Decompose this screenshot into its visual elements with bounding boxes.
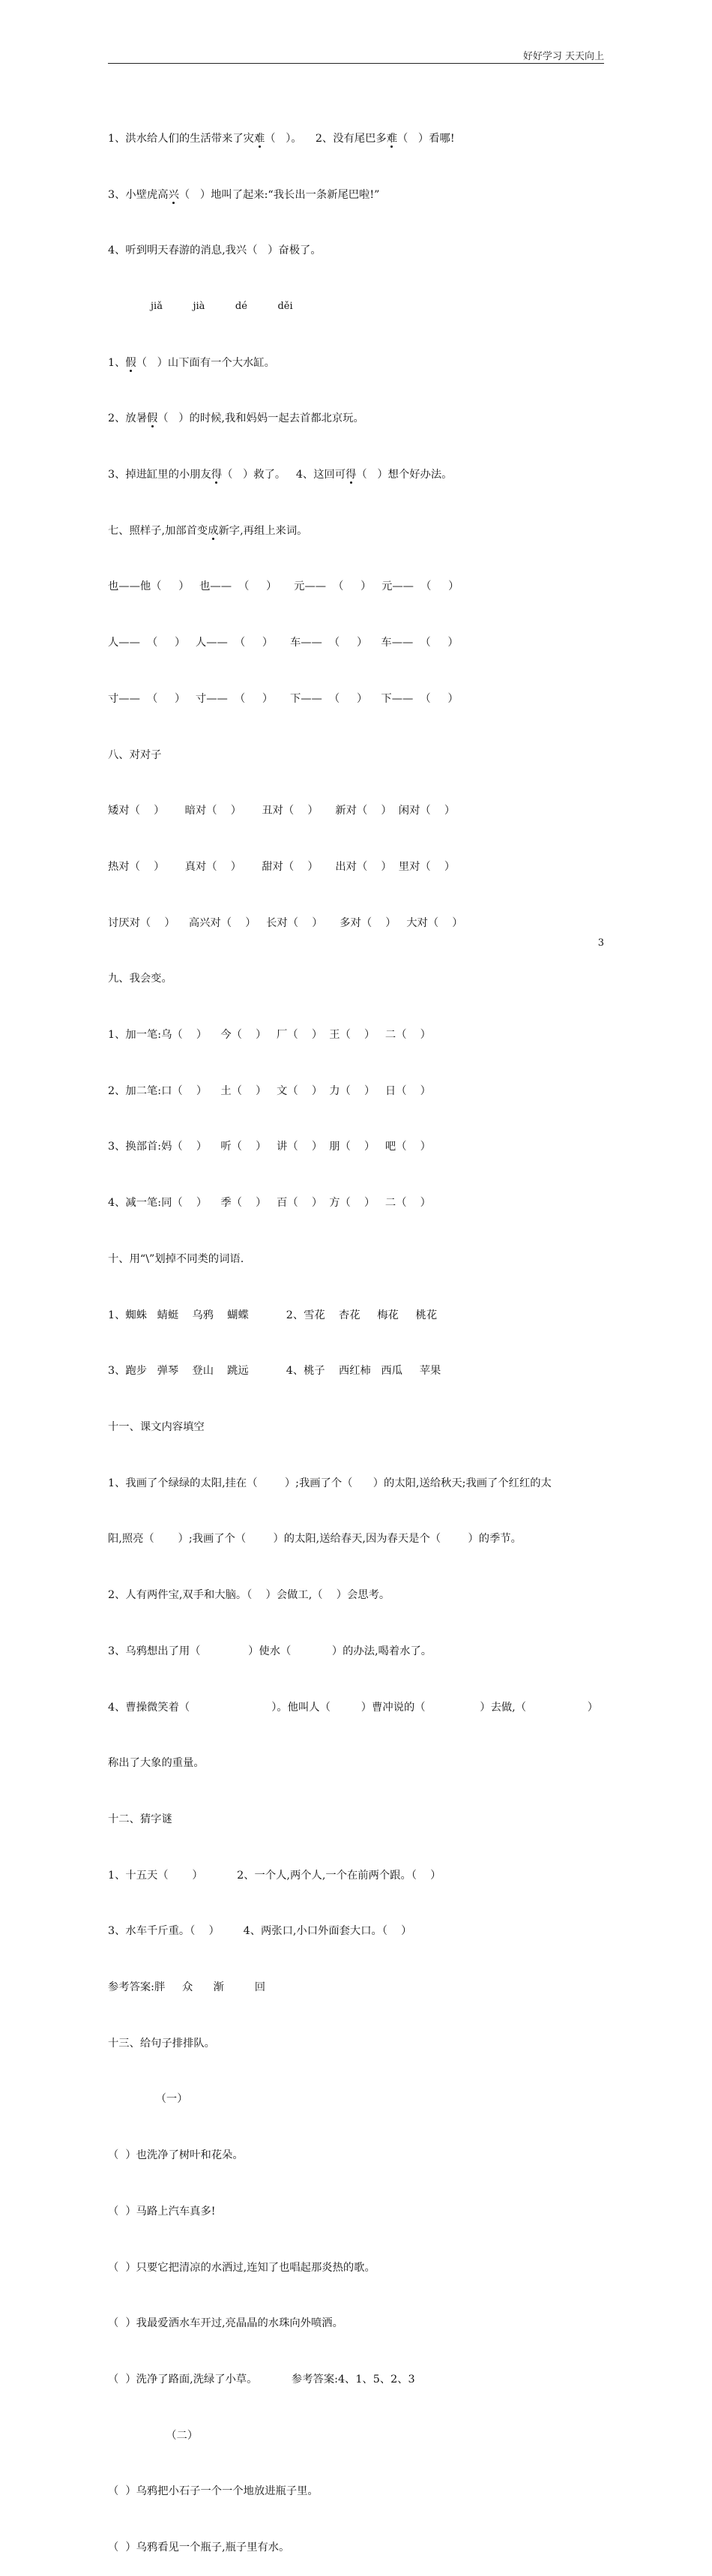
text-line: （ ）乌鸦看见一个瓶子,瓶子里有水。 <box>108 2542 290 2554</box>
page-number: 3 <box>597 937 604 949</box>
text-line: 热对（ ） 真对（ ） 甜对（ ） 出对（ ） 里对（ ） <box>108 860 456 873</box>
text-segment: （ ）救了。 4、这回可 <box>222 469 346 481</box>
dotted-char: 假 <box>147 412 158 425</box>
text-line: 4、减一笔:同（ ） 季（ ） 百（ ） 方（ ） 二（ ） <box>108 1197 431 1210</box>
section-heading: 十、用“\”划掉不同类的词语. <box>108 1252 244 1265</box>
section-heading: 十二、猜字谜 <box>108 1813 172 1825</box>
dotted-char: 成 <box>208 524 219 537</box>
text-line: 2、加二笔:口（ ） 土（ ） 文（ ） 力（ ） 日（ ） <box>108 1084 431 1097</box>
text-line: 1、我画了个绿绿的太阳,挂在（ ）;我画了个（ ）的太阳,送给秋天;我画了个红红的太 <box>108 1477 552 1489</box>
section-heading: 十一、课文内容填空 <box>108 1420 205 1433</box>
text-line <box>108 130 606 148</box>
text-line: （ ）马路上汽车真多! <box>108 2205 216 2218</box>
text-segment: （ ）。 2、没有尾巴多 <box>265 132 387 145</box>
text-segment: （ ）想个好办法。 <box>356 469 453 481</box>
text-segment: 1、 <box>108 356 126 369</box>
text-segment: 3、掉进缸里的小朋友 <box>108 469 211 481</box>
text-segment: 新字,再组上来词。 <box>218 524 308 537</box>
text-line: 1、十五天（ ） 2、一个人,两个人,一个在前两个跟。（ ） <box>108 1869 441 1882</box>
text-line: （ ）洗净了路面,洗绿了小草。 参考答案:4、1、5、2、3 <box>108 2373 415 2386</box>
text-segment: （ ）地叫了起来:“我长出一条新尾巴啦!” <box>178 188 380 201</box>
text-line: 称出了大象的重量。 <box>108 1757 205 1770</box>
text-line <box>108 409 606 428</box>
text-line <box>108 186 606 205</box>
text-line: 阳,照亮（ ）;我画了个（ ）的太阳,送给春天,因为春天是个（ ）的季节。 <box>108 1533 522 1546</box>
text-line: 1、加一笔:乌（ ） 今（ ） 厂（ ） 王（ ） 二（ ） <box>108 1029 431 1042</box>
text-line: 3、换部首:妈（ ） 听（ ） 讲（ ） 朋（ ） 吧（ ） <box>108 1141 431 1153</box>
document-body <box>108 92 606 2576</box>
section-heading: 八、对对子 <box>108 748 162 761</box>
dotted-char: 得 <box>211 469 223 481</box>
page-header: 好好学习 天天向上 <box>522 51 604 62</box>
text-line <box>108 466 606 484</box>
dotted-char: 假 <box>125 356 136 369</box>
text-line: 3、水车千斤重。（ ） 4、两张口,小口外面套大口。（ ） <box>108 1925 412 1938</box>
text-segment: 七、照样子,加部首变 <box>108 524 208 537</box>
text-segment: 2、放暑 <box>108 412 147 425</box>
answer-line: 参考答案:胖 众 渐 回 <box>108 1981 266 1994</box>
text-segment: （ ）的时候,我和妈妈一起去首都北京玩。 <box>157 412 364 425</box>
dotted-char: 兴 <box>168 188 179 201</box>
text-line: 1、蜘蛛 蜻蜓 乌鸦 蝴蝶 2、雪花 杏花 梅花 桃花 <box>108 1309 438 1321</box>
text-segment: （ ）山下面有一个大水缸。 <box>136 356 275 369</box>
section-heading: 九、我会变。 <box>108 973 172 985</box>
text-line: 3、跑步 弹琴 登山 跳远 4、桃子 西红柿 西瓜 苹果 <box>108 1365 441 1378</box>
section-heading <box>108 522 606 541</box>
text-segment: （ ）看哪! <box>397 132 455 145</box>
text-line: （ ）我最爱洒水车开过,亮晶晶的水珠向外喷洒。 <box>108 2317 343 2330</box>
pinyin-line: jiǎ jià dé děi <box>151 300 293 312</box>
text-line <box>108 354 606 373</box>
text-line: 人—— （ ） 人—— （ ） 车—— （ ） 车—— （ ） <box>108 637 459 649</box>
header-rule <box>108 63 604 64</box>
section-heading: 十三、给句子排排队。 <box>108 2037 215 2050</box>
text-line: 矮对（ ） 暗对（ ） 丑对（ ） 新对（ ） 闲对（ ） <box>108 805 456 817</box>
text-line: 讨厌对（ ） 高兴对（ ） 长对（ ） 多对（ ） 大对（ ） <box>108 916 463 929</box>
subsection-label: （二） <box>108 2429 199 2442</box>
dotted-char: 难 <box>253 132 265 145</box>
subsection-label: （一） <box>108 2093 188 2106</box>
text-line: 4、曹操微笑着（ ）。他叫人（ ）曹冲说的（ ）去做,（ ） <box>108 1701 599 1714</box>
text-line: 也——他（ ） 也—— （ ） 元—— （ ） 元—— （ ） <box>108 580 459 593</box>
text-line: 3、乌鸦想出了用（ ）使水（ ）的办法,喝着水了。 <box>108 1645 432 1657</box>
dotted-char: 得 <box>346 469 357 481</box>
text-segment: 1、洪水给人们的生活带来了灾 <box>108 132 254 145</box>
text-line: 4、听到明天春游的消息,我兴（ ）奋极了。 <box>108 244 322 257</box>
text-line: （ ）只要它把清凉的水洒过,连知了也唱起那炎热的歌。 <box>108 2261 375 2274</box>
dotted-char: 难 <box>386 132 397 145</box>
text-line: （ ）也洗净了树叶和花朵。 <box>108 2149 244 2162</box>
text-line: （ ）乌鸦把小石子一个一个地放进瓶子里。 <box>108 2485 319 2498</box>
text-segment: 3、小壁虎高 <box>108 188 169 201</box>
text-line: 2、人有两件宝,双手和大脑。（ ）会做工,（ ）会思考。 <box>108 1589 390 1602</box>
text-line: 寸—— （ ） 寸—— （ ） 下—— （ ） 下—— （ ） <box>108 692 459 705</box>
